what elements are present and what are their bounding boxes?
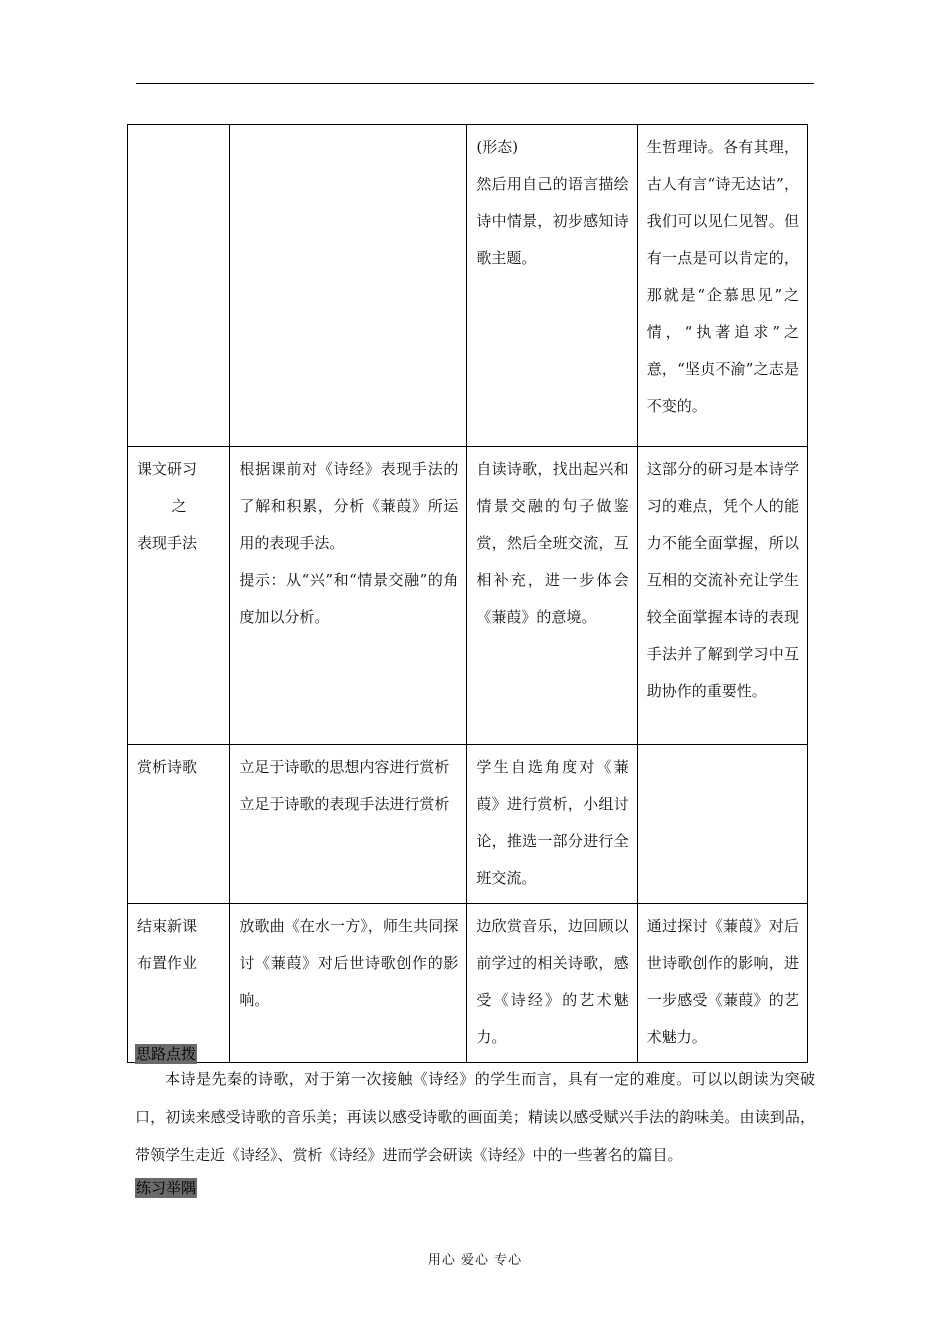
table-row	[128, 125, 808, 447]
approach-paragraph: 本诗是先秦的诗歌，对于第一次接触《诗经》的学生而言，具有一定的难度。可以以朗读为突破口，初读来感受诗歌的音乐美；再读以感受诗歌的画面美；精读以感受赋兴手法的韵味美。由读到品，带领学生走近《诗经》、赏析《诗经》进而学会研读《诗经》中的一些著名的篇目。	[135, 1070, 815, 1164]
table-row	[128, 447, 808, 745]
teacher-activity-cell: 根据课前对《诗经》表现手法的了解和积累，分析《蒹葭》所运用的表现手法。 提示：从“兴”和“情景交融”的角度加以分析。	[230, 447, 467, 745]
teacher-activity-cell	[230, 125, 467, 447]
stage-cell	[128, 125, 230, 447]
header-rule	[136, 83, 814, 84]
student-activity-cell: 自读诗歌，找出起兴和情景交融的句子做鉴赏，然后全班交流，互相补充，进一步体会《蒹葭》的意境。	[467, 447, 637, 745]
teacher-activity-cell: 放歌曲《在水一方》，师生共同探讨《蒹葭》对后世诗歌创作的影响。	[230, 904, 467, 1063]
design-intent-cell: 生哲理诗。各有其理，古人有言“诗无达诂”，我们可以见仁见智。但有一点是可以肯定的，那就是“企慕思见”之情，“执著追求”之意，“坚贞不渝”之志是不变的。	[637, 125, 807, 447]
student-activity-cell: 边欣赏音乐，边回顾以前学过的相关诗歌，感受《诗经》的艺术魅力。	[467, 904, 637, 1063]
student-activity-cell: (形态) 然后用自己的语言描绘诗中情景，初步感知诗歌主题。	[467, 125, 637, 447]
stage-cell: 结束新课 布置作业	[128, 904, 230, 1063]
section-heading-approach: 思路点拨	[136, 1045, 197, 1063]
design-intent-cell	[637, 745, 807, 904]
design-intent-cell: 这部分的研习是本诗学习的难点，凭个人的能力不能全面掌握，所以互相的交流补充让学生较全面掌握本诗的表现手法并了解到学习中互助协作的重要性。	[637, 447, 807, 745]
stage-cell: 赏析诗歌	[128, 745, 230, 904]
table-row	[128, 904, 808, 1063]
teacher-activity-cell: 立足于诗歌的思想内容进行赏析 立足于诗歌的表现手法进行赏析	[230, 745, 467, 904]
table-row	[128, 745, 808, 904]
section-heading-exercises: 练习举隅	[136, 1179, 197, 1197]
student-activity-cell: 学生自选角度对《蒹葭》进行赏析，小组讨论，推选一部分进行全班交流。	[467, 745, 637, 904]
design-intent-cell: 通过探讨《蒹葭》对后世诗歌创作的影响，进一步感受《蒹葭》的艺术魅力。	[637, 904, 807, 1063]
lesson-plan-table	[127, 124, 808, 1063]
stage-cell: 课文研习 之 表现手法	[128, 447, 230, 745]
page-footer: 用心 爱心 专心	[427, 1253, 523, 1268]
